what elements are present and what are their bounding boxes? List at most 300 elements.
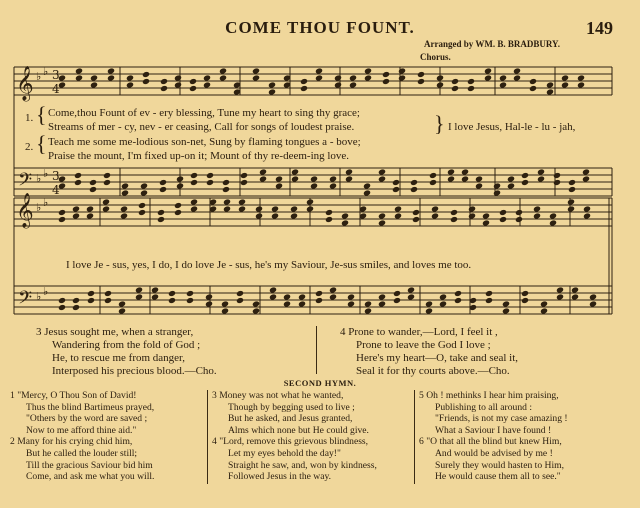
stanza-line-1: Come,thou Fount of ev - ery blessing, Tune my heart to sing thy grace; [48, 107, 360, 119]
bass-clef-icon: 𝄢 [18, 170, 33, 195]
time-signature: 4 [52, 82, 60, 96]
verse-number: 2. [25, 141, 34, 153]
note-head [86, 212, 94, 219]
verse-line: But he asked, and Jesus granted, [228, 413, 353, 425]
note-head [107, 74, 115, 81]
note-head [425, 307, 433, 314]
note-head [461, 168, 469, 175]
note-head [283, 293, 291, 300]
note-head [252, 307, 260, 314]
note-head [252, 67, 260, 74]
note-head [329, 175, 337, 182]
note-head [540, 307, 548, 314]
note-head [58, 209, 66, 216]
note-head [485, 297, 493, 304]
note-head [291, 168, 299, 175]
note-head [468, 212, 476, 219]
note-head [451, 85, 459, 92]
second-hymn-col-1 [10, 390, 154, 483]
note-head [556, 293, 564, 300]
note-head [259, 175, 267, 182]
note-head [269, 286, 277, 293]
note-head [410, 186, 418, 193]
note-head [364, 74, 372, 81]
chorus-lyric: I love Jesus, Hal-le - lu - jah, [448, 121, 576, 133]
note-head [221, 307, 229, 314]
note-head [482, 212, 490, 219]
note-head [168, 290, 176, 297]
note-head [238, 205, 246, 212]
note-head [568, 186, 576, 193]
note-head [529, 78, 537, 85]
note-head [364, 67, 372, 74]
verse-number: 1. [25, 112, 34, 124]
note-head [513, 67, 521, 74]
note-head [142, 71, 150, 78]
verse-line: Now to me afford thine aid." [26, 424, 137, 436]
flat-icon: ♭ [36, 201, 42, 214]
note-head [589, 293, 597, 300]
note-head [268, 88, 276, 95]
note-head [521, 172, 529, 179]
note-head [482, 219, 490, 226]
note-head [90, 81, 98, 88]
verse-line: 3 Money was not what he wanted, [212, 390, 344, 401]
verse-line: Followed Jesus in the way. [228, 471, 332, 483]
note-head [493, 189, 501, 196]
second-hymn-col-3 [419, 390, 568, 483]
note-head [174, 209, 182, 216]
note-head [567, 205, 575, 212]
note-head [176, 175, 184, 182]
note-head [493, 182, 501, 189]
note-head [392, 179, 400, 186]
note-head [382, 71, 390, 78]
note-head [135, 286, 143, 293]
note-head [103, 179, 111, 186]
note-head [393, 297, 401, 304]
note-head [583, 205, 591, 212]
note-head [450, 216, 458, 223]
note-head [104, 297, 112, 304]
note-head [521, 297, 529, 304]
note-head [291, 175, 299, 182]
note-head [436, 81, 444, 88]
verse-line: "Friends, is not my case amazing ! [435, 413, 568, 425]
flat-icon: ♭ [36, 70, 42, 83]
note-head [429, 172, 437, 179]
chorus-label: Chorus. [420, 52, 451, 62]
note-head [190, 172, 198, 179]
note-head [436, 74, 444, 81]
note-head [529, 85, 537, 92]
verse-line: Till the gracious Saviour bid him [26, 459, 153, 471]
note-head [429, 179, 437, 186]
note-head [157, 216, 165, 223]
note-head [271, 205, 279, 212]
note-head [571, 293, 579, 300]
note-head [378, 175, 386, 182]
note-head [417, 78, 425, 85]
note-head [533, 212, 541, 219]
note-head [151, 293, 159, 300]
note-head [104, 290, 112, 297]
note-head [450, 209, 458, 216]
verse-line: 6 "O that all the blind but knew Him, [419, 436, 562, 448]
note-head [347, 300, 355, 307]
note-head [394, 212, 402, 219]
note-head [176, 182, 184, 189]
note-head [349, 81, 357, 88]
note-head [515, 209, 523, 216]
note-head [138, 209, 146, 216]
note-head [507, 182, 515, 189]
note-head [540, 300, 548, 307]
note-head [468, 205, 476, 212]
note-head [533, 205, 541, 212]
note-head [255, 205, 263, 212]
note-head [223, 198, 231, 205]
note-head [75, 67, 83, 74]
note-head [298, 293, 306, 300]
verse-line: Thus the blind Bartimeus prayed, [26, 401, 155, 413]
note-head [107, 67, 115, 74]
note-head [87, 290, 95, 297]
verse-line: 1 "Mercy, O Thou Son of David! [10, 390, 137, 401]
verse-line: He, to rescue me from danger, [52, 352, 186, 364]
note-head [271, 212, 279, 219]
note-head [75, 74, 83, 81]
note-head [502, 300, 510, 307]
note-head [72, 297, 80, 304]
flat-icon: ♭ [43, 65, 49, 78]
note-head [102, 198, 110, 205]
note-head [222, 186, 230, 193]
note-head [507, 175, 515, 182]
note-head [521, 179, 529, 186]
note-head [219, 67, 227, 74]
time-signature: 3 [52, 68, 60, 82]
flat-icon: ♭ [43, 167, 49, 180]
note-head [269, 293, 277, 300]
system-2-lyric: I love Je - sus, yes, I do, I do love Je - sus, he's my Saviour, Je-sus smiles, and loves me too. [66, 259, 472, 271]
note-head [499, 209, 507, 216]
second-hymn-col-2 [212, 390, 377, 483]
note-head [461, 175, 469, 182]
note-head [425, 300, 433, 307]
note-head [568, 179, 576, 186]
bar-lines [14, 67, 612, 314]
time-signature: 3 [52, 169, 60, 183]
column-divider [414, 390, 415, 484]
verse-line: Surely they would hasten to Him, [435, 459, 564, 471]
note-head [431, 212, 439, 219]
note-head [577, 81, 585, 88]
note-head [567, 198, 575, 205]
note-head [315, 297, 323, 304]
page-number: 149 [586, 18, 613, 38]
note-head [537, 175, 545, 182]
note-head [485, 290, 493, 297]
note-head [138, 202, 146, 209]
verse-line: Alms which none but He could give. [228, 424, 369, 436]
flat-icon: ♭ [43, 285, 49, 298]
note-head [174, 81, 182, 88]
note-head [475, 182, 483, 189]
note-head [310, 182, 318, 189]
verse-line: 5 Oh ! methinks I hear him praising, [419, 390, 559, 401]
note-head [345, 175, 353, 182]
note-head [329, 293, 337, 300]
note-head [589, 300, 597, 307]
note-head [407, 286, 415, 293]
note-head [58, 304, 66, 311]
note-head [120, 212, 128, 219]
brace-left: { [36, 102, 47, 127]
note-head [394, 205, 402, 212]
note-head [341, 219, 349, 226]
note-head [499, 216, 507, 223]
note-head [553, 179, 561, 186]
verse-line: Publishing to all around : [435, 401, 533, 413]
note-head [553, 172, 561, 179]
note-head [140, 189, 148, 196]
note-head [159, 179, 167, 186]
note-head [58, 216, 66, 223]
note-head [378, 212, 386, 219]
note-head [439, 300, 447, 307]
note-head [315, 67, 323, 74]
note-head [219, 74, 227, 81]
stanza-line-4: Praise the mount, I'm fixed up-on it; Mount of thy re-deem-ing love. [48, 150, 350, 162]
note-head [89, 186, 97, 193]
note-head [325, 209, 333, 216]
note-head [120, 205, 128, 212]
second-hymn-title: SECOND HYMN. [283, 378, 357, 388]
note-head [190, 205, 198, 212]
note-head [571, 286, 579, 293]
note-head [329, 182, 337, 189]
hymn-title: COME THOU FOUNT. [225, 18, 415, 37]
note-head [142, 78, 150, 85]
note-head [310, 175, 318, 182]
note-head [290, 212, 298, 219]
note-head [298, 300, 306, 307]
note-head [151, 286, 159, 293]
note-head [347, 293, 355, 300]
note-head [236, 297, 244, 304]
note-head [240, 172, 248, 179]
note-head [222, 179, 230, 186]
note-head [334, 81, 342, 88]
note-head [275, 182, 283, 189]
note-head [549, 219, 557, 226]
treble-clef-icon: 𝄞 [16, 193, 34, 228]
note-head [398, 67, 406, 74]
note-head [300, 78, 308, 85]
note-head [431, 205, 439, 212]
note-head [378, 300, 386, 307]
note-head [334, 74, 342, 81]
note-head [521, 290, 529, 297]
verse-line: Come, and ask me what you will. [26, 471, 155, 483]
note-head [189, 85, 197, 92]
treble-clef-icon: 𝄞 [16, 66, 34, 101]
note-head [378, 219, 386, 226]
note-head [315, 74, 323, 81]
note-head [72, 304, 80, 311]
note-head [86, 205, 94, 212]
note-head [206, 172, 214, 179]
verse-line: 2 Many for his crying chid him, [10, 436, 133, 448]
brace-right: } [434, 111, 445, 136]
note-head [58, 297, 66, 304]
note-head [89, 179, 97, 186]
note-head [484, 67, 492, 74]
stanza-line-3: Teach me some me-lodious son-net, Sung by flaming tongues a - bove; [48, 136, 361, 148]
note-head [290, 205, 298, 212]
note-head [341, 212, 349, 219]
note-head [484, 74, 492, 81]
note-head [160, 78, 168, 85]
note-head [549, 212, 557, 219]
note-head [300, 85, 308, 92]
note-head [205, 293, 213, 300]
note-head [363, 182, 371, 189]
note-head [502, 307, 510, 314]
note-head [364, 300, 372, 307]
note-head [223, 205, 231, 212]
note-head [126, 81, 134, 88]
flat-icon: ♭ [36, 290, 42, 303]
flat-icon: ♭ [36, 172, 42, 185]
note-head [283, 300, 291, 307]
note-head [121, 189, 129, 196]
verses-right [340, 326, 518, 378]
note-head [417, 71, 425, 78]
note-head [583, 212, 591, 219]
note-head [315, 290, 323, 297]
note-head [475, 175, 483, 182]
note-head [174, 202, 182, 209]
note-head [582, 175, 590, 182]
note-head [398, 74, 406, 81]
note-head [135, 293, 143, 300]
note-head [118, 300, 126, 307]
verse-line: Let my eyes behold the day!" [228, 447, 341, 459]
note-head [205, 300, 213, 307]
column-divider [316, 326, 317, 374]
note-head [74, 179, 82, 186]
note-head [140, 182, 148, 189]
note-head [467, 78, 475, 85]
note-head [325, 216, 333, 223]
note-head [159, 186, 167, 193]
note-head [87, 297, 95, 304]
note-heads [58, 55, 597, 315]
note-head [190, 179, 198, 186]
note-head [160, 85, 168, 92]
stanza-line-2: Streams of mer - cy, nev - er ceasing, Call for songs of loudest praise. [48, 121, 355, 133]
note-head [407, 293, 415, 300]
note-head [447, 175, 455, 182]
note-head [203, 81, 211, 88]
verse-line: He would cause them all to see." [435, 471, 561, 483]
arranger-credit: Arranged by WM. B. BRADBURY. [424, 39, 560, 49]
note-head [546, 88, 554, 95]
note-head [546, 81, 554, 88]
note-head [306, 205, 314, 212]
note-head [392, 186, 400, 193]
note-head [561, 81, 569, 88]
verse-line: And would be advised by me ! [435, 447, 553, 459]
verse-line: 4 "Lord, remove this grievous blindness, [212, 436, 369, 448]
note-head [268, 81, 276, 88]
note-head [74, 172, 82, 179]
verse-line: Prone to leave the God I love ; [356, 339, 491, 351]
verse-line: Wandering from the fold of God ; [52, 339, 201, 351]
note-head [577, 74, 585, 81]
note-head [186, 290, 194, 297]
verses-left [36, 326, 217, 378]
note-head [121, 182, 129, 189]
note-head [345, 168, 353, 175]
note-head [349, 74, 357, 81]
note-head [363, 189, 371, 196]
note-head [190, 198, 198, 205]
note-head [189, 78, 197, 85]
verse-line: Here's my heart—O, take and seal it, [356, 352, 519, 364]
note-head [252, 300, 260, 307]
brace-left: { [36, 131, 47, 156]
note-head [393, 290, 401, 297]
verse-line: Straight he saw, and, won by kindness, [228, 459, 377, 471]
note-head [102, 205, 110, 212]
note-head [275, 175, 283, 182]
note-head [126, 74, 134, 81]
note-head [364, 307, 372, 314]
note-head [556, 286, 564, 293]
note-head [378, 293, 386, 300]
note-head [206, 179, 214, 186]
note-head [72, 212, 80, 219]
verse-line: 4 Prone to wander,—Lord, I feel it , [340, 326, 498, 338]
time-signature: 4 [52, 183, 60, 197]
note-head [252, 74, 260, 81]
verse-line: But he called the louder still; [26, 447, 138, 459]
note-head [221, 300, 229, 307]
column-divider [207, 390, 208, 484]
verse-line: Interposed his precious blood.—Cho. [52, 365, 217, 377]
note-head [447, 168, 455, 175]
note-head [582, 168, 590, 175]
note-head [451, 78, 459, 85]
note-head [454, 290, 462, 297]
note-head [412, 209, 420, 216]
note-head [240, 179, 248, 186]
note-head [412, 216, 420, 223]
note-head [255, 212, 263, 219]
note-head [499, 81, 507, 88]
note-head [157, 209, 165, 216]
verse-line: What a Saviour I have found ! [435, 424, 552, 436]
note-head [90, 74, 98, 81]
verse-line: Though by begging used to live ; [228, 401, 355, 413]
note-head [203, 74, 211, 81]
note-head [499, 74, 507, 81]
note-head [236, 290, 244, 297]
note-head [238, 198, 246, 205]
